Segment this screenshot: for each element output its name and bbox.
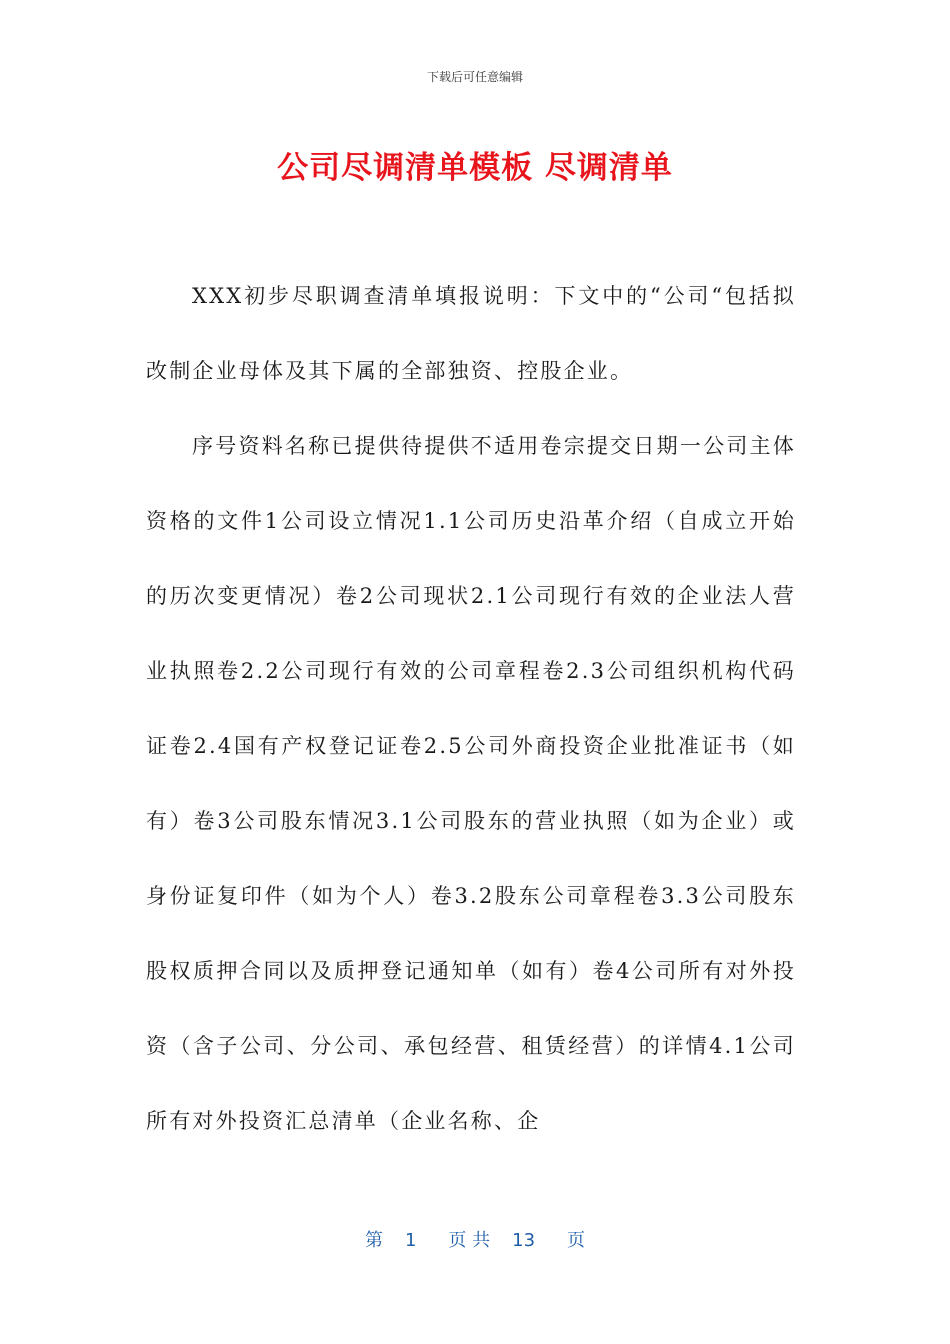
footer-current-page: 1 <box>404 1230 417 1251</box>
footer-prefix: 第 <box>364 1230 383 1251</box>
footer-total-pages: 13 <box>512 1230 536 1251</box>
paragraph-checklist: 序号资料名称已提供待提供不适用卷宗提交日期一公司主体资格的文件1公司设立情况1.1公司历史沿革介绍（自成立开始的历次变更情况）卷2公司现状2.1公司现行有效的企业法人营业执照卷2.2公司现行有效的公司章程卷2.3公司组织机构代码证卷2.4国有产权登记证卷2.5公司外商投资企业批准证书（如有）卷3公司股东情况3.1公司股东的营业执照（如为企业）或身份证复印件（如为个人）卷3.2股东公司章程卷3.3公司股东股权质押合同以及质押登记通知单（如有）卷4公司所有对外投资（含子公司、分公司、承包经营、租赁经营）的详情4.1公司所有对外投资汇总清单（企业名称、企 <box>146 434 796 1133</box>
header-note: 下载后可任意编辑 <box>426 70 523 84</box>
footer-middle: 页 共 <box>448 1230 491 1251</box>
document-body <box>146 259 796 1159</box>
paragraph-instructions: XXX初步尽职调查清单填报说明：下文中的“公司“包括拟改制企业母体及其下属的全部独资、控股企业。 <box>146 284 796 383</box>
page-footer <box>0 1226 950 1252</box>
document-title: 公司尽调清单模板 尽调清单 <box>277 150 673 186</box>
footer-suffix: 页 <box>567 1230 586 1251</box>
